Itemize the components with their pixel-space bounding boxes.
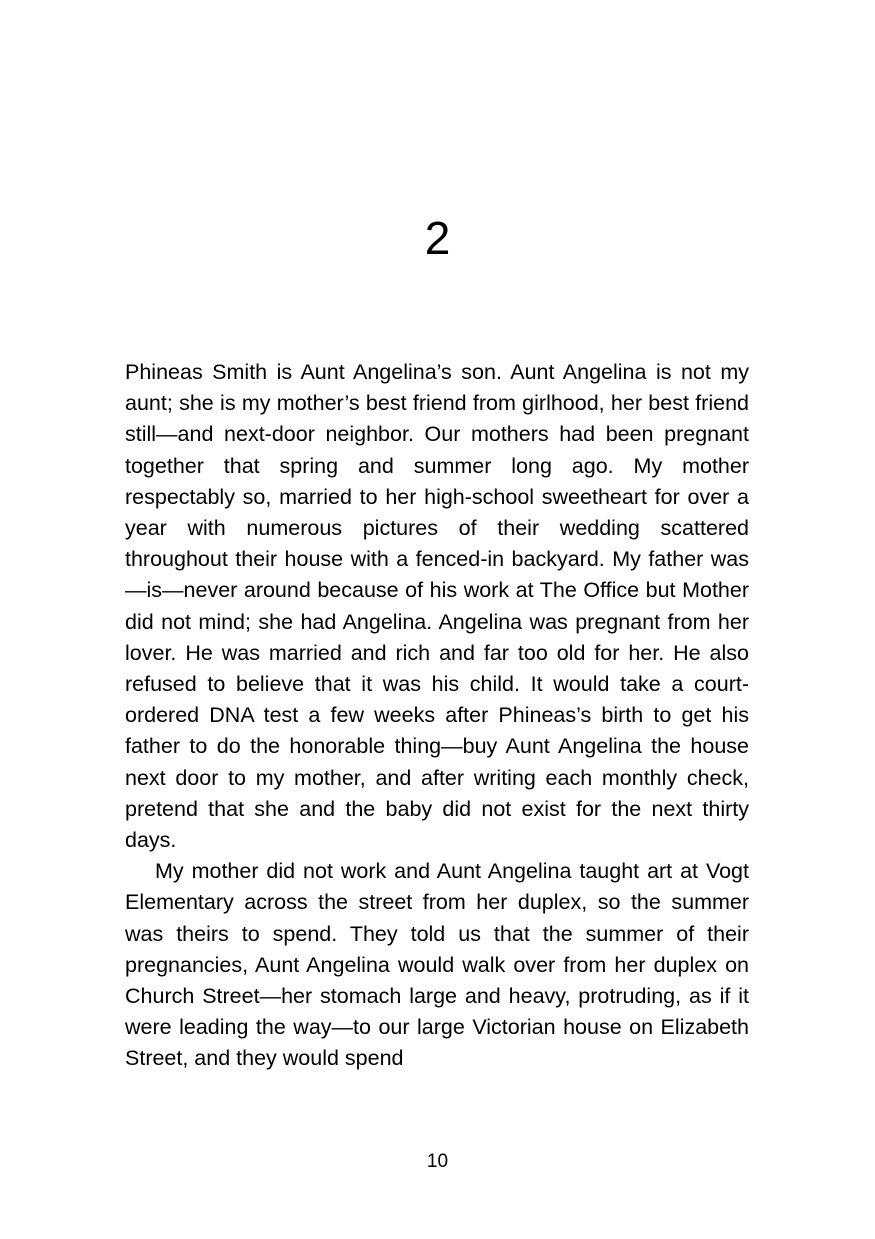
paragraph-2: My mother did not work and Aunt Angelina taught art at Vogt Elementary across the street from her duplex, so the summer was theirs to spend. They told us that the summer of their pregnancies, Aunt Angelina would walk over from her duplex on Church Street—her stomach large and heavy, protruding, as if it were leading the way—to our large Victorian house on Elizabeth Street, and they would spend [125, 859, 749, 1071]
chapter-number: 2 [424, 212, 451, 264]
paragraph-1: Phineas Smith is Aunt Angelina’s son. Aunt Angelina is not my aunt; she is my mother’s best friend from girlhood, her best friend still—and next-door neighbor. Our mothers had been pregnant together that spring and summer long ago. My mother respectably so, married to her high-school sweetheart for over a year with numerous pictures of their wedding scattered throughout their house with a fenced-in backyard. My father was—is—never around because of his work at The Office but Mother did not mind; she had Angelina. Angelina was pregnant from her lover. He was married and rich and far too old for her. He also refused to believe that it was his child. It would take a court-ordered DNA test a few weeks after Phineas’s birth to get his father to do the honorable thing—buy Aunt Angelina the house next door to my mother, and after writing each monthly check, pretend that she and the baby did not exist for the next thirty days. [125, 360, 749, 853]
page-number: 10 [426, 1151, 449, 1172]
body-text [125, 357, 749, 1075]
